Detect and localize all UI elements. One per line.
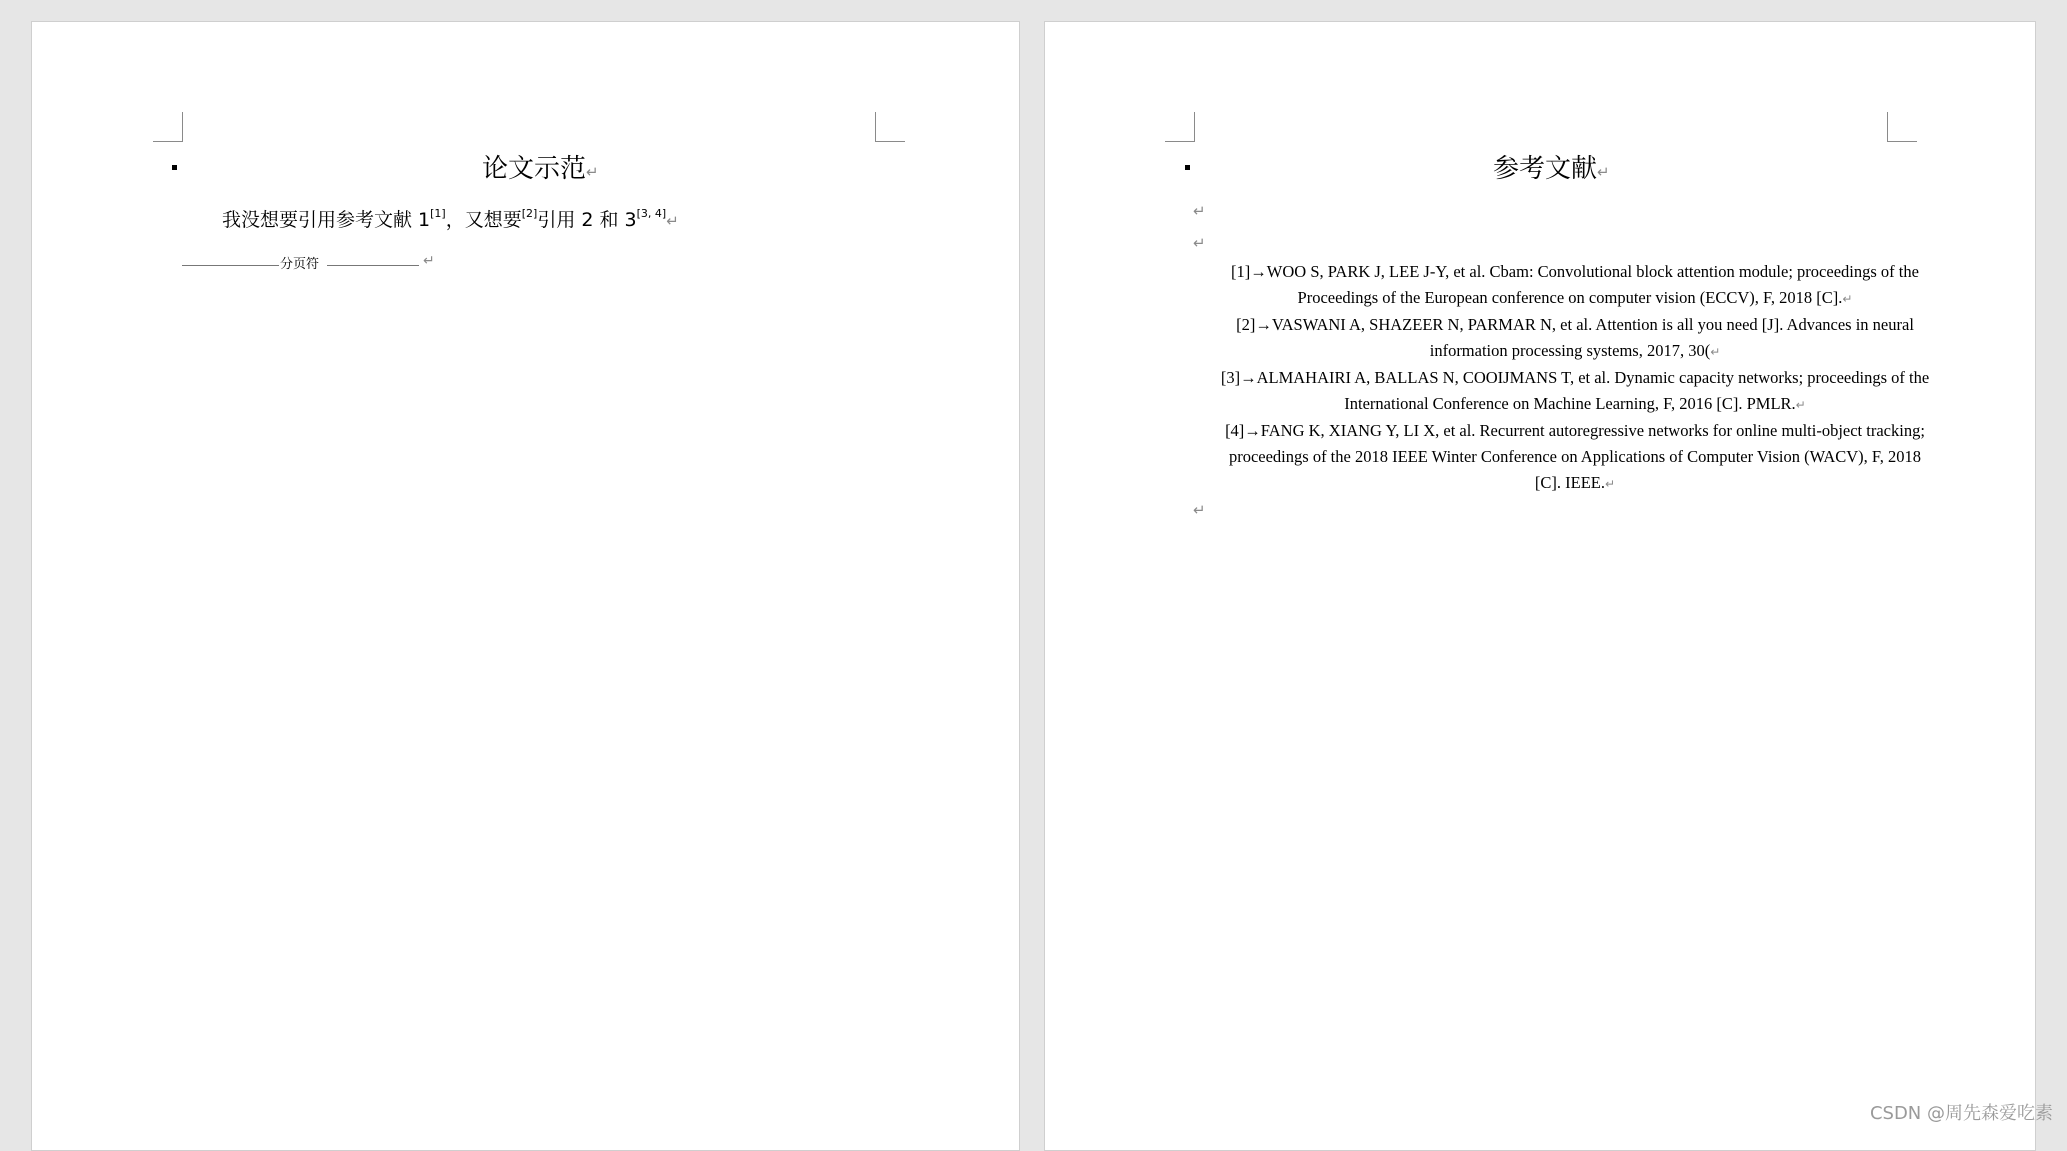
page-break[interactable] bbox=[182, 253, 435, 276]
reference-item-3[interactable] bbox=[1215, 365, 1935, 418]
document-page-1[interactable] bbox=[31, 21, 1020, 1151]
paragraph-mark: ↵ bbox=[1795, 398, 1806, 412]
paragraph-bullet bbox=[1185, 165, 1190, 170]
empty-paragraph-mark[interactable]: ↵ bbox=[1193, 501, 1206, 519]
reference-item-4[interactable] bbox=[1215, 418, 1935, 497]
paragraph-mark: ↵ bbox=[586, 163, 599, 181]
citation-2[interactable]: [2] bbox=[521, 206, 538, 220]
reference-text: [4]→FANG K, XIANG Y, LI X, et al. Recurrent autoregressive networks for online multi-object tracking; proceedings of the 2018 IEEE Winter Conference on Applications of Computer Vision (WACV), F, 2018 [C]. IEEE. bbox=[1225, 421, 1925, 492]
watermark: CSDN @周先森爱吃素 bbox=[1869, 1103, 2053, 1124]
paragraph-mark: ↵ bbox=[1842, 292, 1853, 306]
paragraph-mark: ↵ bbox=[1597, 163, 1610, 181]
page-title[interactable] bbox=[1493, 153, 1610, 188]
document-page-2[interactable] bbox=[1044, 21, 2036, 1151]
paragraph-mark: ↵ bbox=[423, 253, 435, 269]
crop-mark-top-right bbox=[875, 112, 905, 142]
reference-text: [1]→WOO S, PARK J, LEE J-Y, et al. Cbam: Convolutional block attention module; proceedings of the Proceedings of the European conference on computer vision (ECCV), F, 2018 [C]. bbox=[1231, 262, 1919, 307]
empty-paragraph-mark[interactable]: ↵ bbox=[1193, 202, 1206, 220]
page-break-line-right bbox=[327, 265, 419, 266]
title-text: 参考文献 bbox=[1493, 154, 1598, 184]
reference-item-2[interactable] bbox=[1215, 312, 1935, 365]
paragraph-mark: ↵ bbox=[666, 212, 679, 230]
reference-text: [3]→ALMAHAIRI A, BALLAS N, COOIJMANS T, et al. Dynamic capacity networks; proceedings of the International Conference on Machine Learning, F, 2016 [C]. PMLR. bbox=[1220, 368, 1930, 413]
page-break-label: 分页符 bbox=[279, 255, 320, 275]
reference-text: [2]→VASWANI A, SHAZEER N, PARMAR N, et al. Attention is all you need [J]. Advances in neural information processing systems, 2017, 30( bbox=[1236, 315, 1914, 360]
paragraph-bullet bbox=[172, 165, 177, 170]
crop-mark-top-right bbox=[1887, 112, 1917, 142]
empty-paragraph-mark[interactable]: ↵ bbox=[1193, 234, 1206, 252]
page-title[interactable] bbox=[482, 153, 599, 188]
citation-1[interactable]: [1] bbox=[430, 206, 446, 220]
paragraph-text: 我没想要引用参考文献 1 bbox=[222, 209, 431, 231]
reference-list bbox=[1215, 259, 1935, 497]
paragraph-mark: ↵ bbox=[1710, 345, 1721, 359]
paragraph-mark: ↵ bbox=[1605, 477, 1616, 491]
title-text: 论文示范 bbox=[482, 154, 587, 184]
body-paragraph[interactable] bbox=[222, 207, 679, 234]
reference-item-1[interactable] bbox=[1215, 259, 1935, 312]
paragraph-text: 引用 2 和 3 bbox=[537, 209, 637, 231]
paragraph-text: ，又想要 bbox=[445, 209, 522, 231]
page-break-line-left bbox=[182, 265, 279, 266]
crop-mark-top-left bbox=[1165, 112, 1195, 142]
crop-mark-top-left bbox=[153, 112, 183, 142]
citation-3-4[interactable]: [3, 4] bbox=[636, 206, 667, 220]
